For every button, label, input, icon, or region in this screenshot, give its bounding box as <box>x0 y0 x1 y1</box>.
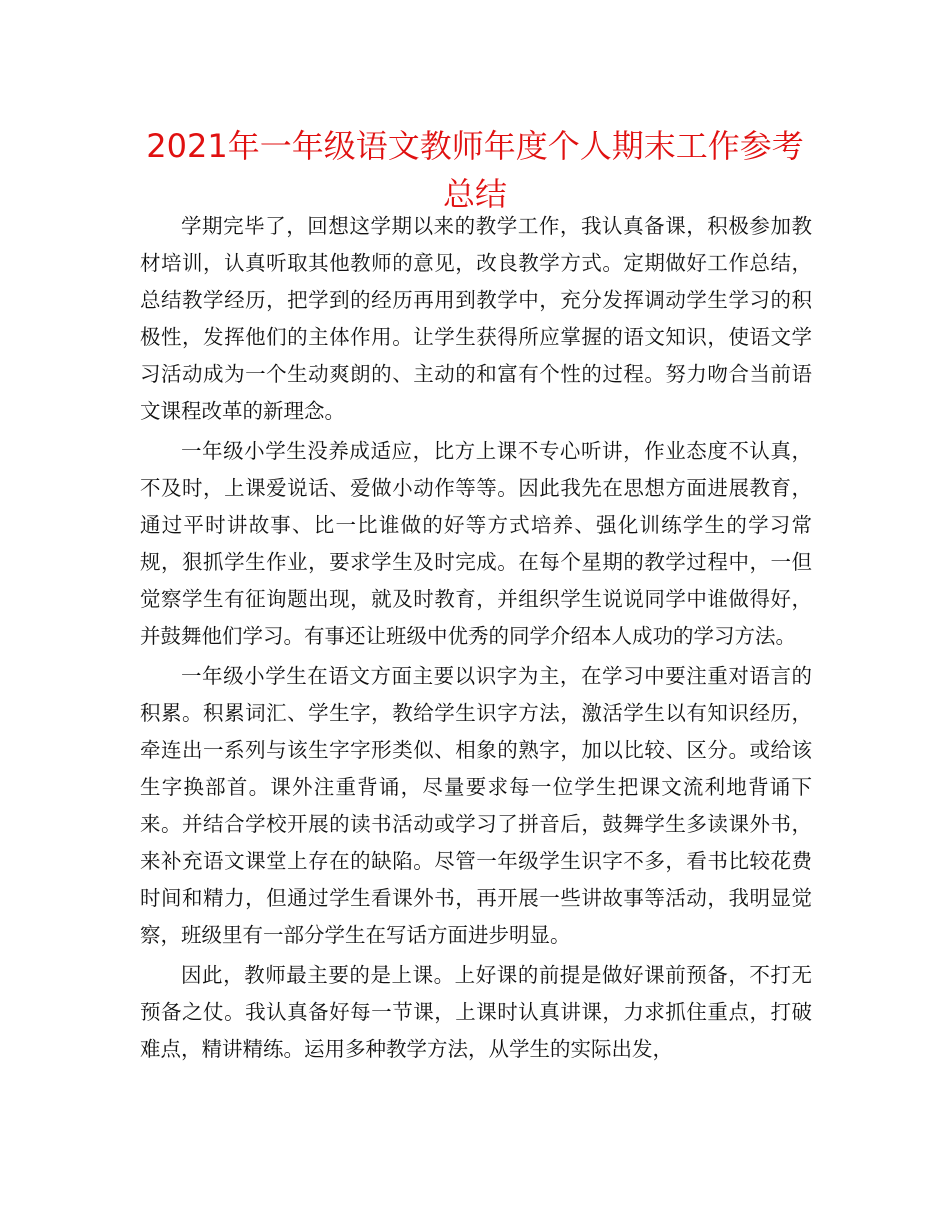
paragraph: 因此，教师最主要的是上课。上好课的前提是做好课前预备，不打无预备之仗。我认真备好每一节课，上课时认真讲课，力求抓住重点，打破难点，精讲精练。运用多种教学方法，从学生的实际出发， <box>140 963 812 1061</box>
document-body <box>140 208 812 1071</box>
document-title: 2021年一年级语文教师年度个人期末工作参考总结 <box>146 127 804 213</box>
paragraph: 学期完毕了，回想这学期以来的教学工作，我认真备课，积极参加教材培训，认真听取其他教师的意见，改良教学方式。定期做好工作总结，总结教学经历，把学到的经历再用到教学中，充分发挥调动学生学习的积极性，发挥他们的主体作用。让学生获得所应掌握的语文知识，使语文学习活动成为一个生动爽朗的、主动的和富有个性的过程。努力吻合当前语文课程改革的新理念。 <box>140 214 812 423</box>
paragraph: 一年级小学生没养成适应，比方上课不专心听讲，作业态度不认真，不及时，上课爱说话、爱做小动作等等。因此我先在思想方面进展教育，通过平时讲故事、比一比谁做的好等方式培养、强化训练学生的学习常规，狠抓学生作业，要求学生及时完成。在每个星期的教学过程中，一但觉察学生有征询题出现，就及时教育，并组织学生说说同学中谁做得好，并鼓舞他们学习。有事还让班级中优秀的同学介绍本人成功的学习方法。 <box>140 439 812 648</box>
paragraph: 一年级小学生在语文方面主要以识字为主，在学习中要注重对语言的积累。积累词汇、学生字，教给学生识字方法，激活学生以有知识经历，牵连出一系列与该生字字形类似、相象的熟字，加以比较、区分。或给该生字换部首。课外注重背诵，尽量要求每一位学生把课文流利地背诵下来。并结合学校开展的读书活动或学习了拼音后，鼓舞学生多读课外书，来补充语文课堂上存在的缺陷。尽管一年级学生识字不多，看书比较花费时间和精力，但通过学生看课外书，再开展一些讲故事等活动，我明显觉察，班级里有一部分学生在写话方面进步明显。 <box>140 664 812 947</box>
